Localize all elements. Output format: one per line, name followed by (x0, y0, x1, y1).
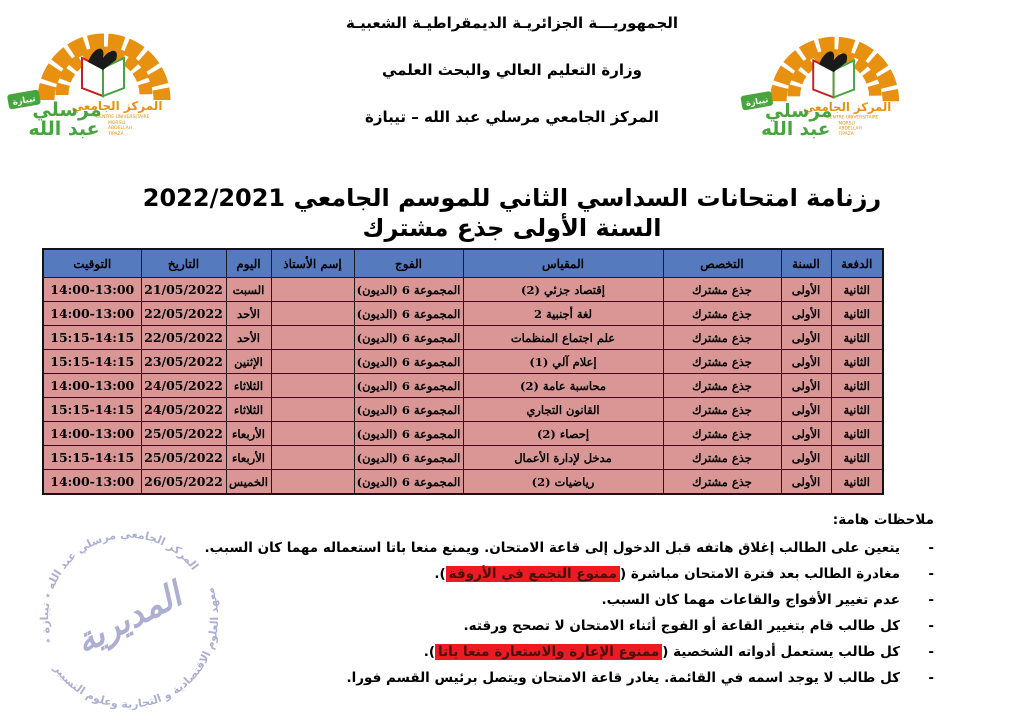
column-header-6: اليوم (226, 249, 271, 278)
cell-r4-c0: الثانية (831, 374, 883, 398)
cell-r7-c0: الثانية (831, 446, 883, 470)
time-value: 14:00-13:00 (50, 474, 135, 489)
cell-r6-c7 (141, 422, 226, 446)
note-text: يتعين على الطالب إغلاق هاتفه قبل الدخول إلى قاعة الامتحان. ويمنع منعا باتا استعماله مهما كان السبب. (204, 540, 900, 556)
note-dash: - (928, 540, 934, 556)
cell-r3-c5 (271, 350, 354, 374)
republic-line: الجمهوريـــة الجزائريـة الديمقراطيـة الشعبيـة (345, 14, 679, 32)
cell-r5-c2: جذع مشترك (663, 398, 781, 422)
cell-r7-c7 (141, 446, 226, 470)
title-line1: رزنامة امتحانات السداسي الثاني للموسم الجامعي 2022/2021 (142, 184, 882, 212)
cell-r6-c8 (43, 422, 141, 446)
cell-r1-c3: لغة أجنبية 2 (463, 302, 663, 326)
cell-r1-c7 (141, 302, 226, 326)
cell-r4-c2: جذع مشترك (663, 374, 781, 398)
table-row (43, 350, 883, 374)
note-dash: - (928, 566, 934, 582)
note-dash: - (928, 670, 934, 686)
cell-r6-c2: جذع مشترك (663, 422, 781, 446)
cell-r5-c5 (271, 398, 354, 422)
cell-r8-c5 (271, 470, 354, 495)
note-text: كل طالب لا يوجد اسمه في القائمة. يغادر قاعة الامتحان ويتصل برئيس القسم فورا. (346, 670, 900, 686)
cell-r5-c7 (141, 398, 226, 422)
cell-r3-c4: المجموعة 6 (الديون) (354, 350, 463, 374)
cell-r1-c5 (271, 302, 354, 326)
cell-r6-c4: المجموعة 6 (الديون) (354, 422, 463, 446)
cell-r2-c7 (141, 326, 226, 350)
time-value: 15:15-14:15 (50, 330, 135, 345)
cell-r5-c1: الأولى (781, 398, 831, 422)
note-item-1 (84, 566, 934, 582)
column-header-5: إسم الأستاذ (271, 249, 354, 278)
time-value: 14:00-13:00 (50, 306, 135, 321)
cell-r4-c6: الثلاثاء (226, 374, 271, 398)
cell-r4-c1: الأولى (781, 374, 831, 398)
cell-r7-c4: المجموعة 6 (الديون) (354, 446, 463, 470)
time-value: 14:00-13:00 (50, 378, 135, 393)
note-highlight: ممنوع الإعارة والاستعارة منعا باتا (435, 644, 662, 660)
cell-r6-c3: إحصاء (2) (463, 422, 663, 446)
cell-r0-c0: الثانية (831, 278, 883, 302)
time-value: 14:00-13:00 (50, 426, 135, 441)
cell-r0-c3: إقتصاد جزئي (2) (463, 278, 663, 302)
cell-r8-c3: رياضيات (2) (463, 470, 663, 495)
notes-section (84, 512, 934, 696)
cell-r0-c8 (43, 278, 141, 302)
cell-r4-c8 (43, 374, 141, 398)
column-header-3: المقياس (463, 249, 663, 278)
cell-r4-c7 (141, 374, 226, 398)
table-row (43, 398, 883, 422)
cell-r1-c4: المجموعة 6 (الديون) (354, 302, 463, 326)
cell-r5-c6: الثلاثاء (226, 398, 271, 422)
cell-r2-c1: الأولى (781, 326, 831, 350)
date-value: 21/05/2022 (144, 282, 223, 297)
column-header-7: التاريخ (141, 249, 226, 278)
table-row (43, 374, 883, 398)
note-item-2 (84, 592, 934, 608)
time-value: 15:15-14:15 (50, 402, 135, 417)
note-item-3 (84, 618, 934, 634)
cell-r2-c6: الأحد (226, 326, 271, 350)
table-row (43, 278, 883, 302)
cell-r3-c7 (141, 350, 226, 374)
cell-r0-c4: المجموعة 6 (الديون) (354, 278, 463, 302)
table-row (43, 422, 883, 446)
column-header-2: التخصص (663, 249, 781, 278)
stamp-ring-top: المركز الجامعي مرسلي عبد الله ٭ تيبازة ٭ (38, 527, 201, 646)
cell-r3-c2: جذع مشترك (663, 350, 781, 374)
notes-list (84, 540, 934, 686)
column-header-4: الفوج (354, 249, 463, 278)
cell-r1-c6: الأحد (226, 302, 271, 326)
date-value: 25/05/2022 (144, 426, 223, 441)
cell-r7-c1: الأولى (781, 446, 831, 470)
cell-r6-c5 (271, 422, 354, 446)
cell-r0-c7 (141, 278, 226, 302)
cell-r8-c1: الأولى (781, 470, 831, 495)
exam-table-body (43, 278, 883, 495)
cell-r3-c0: الثانية (831, 350, 883, 374)
column-header-1: السنة (781, 249, 831, 278)
cell-r8-c2: جذع مشترك (663, 470, 781, 495)
notes-heading: ملاحظات هامة: (832, 512, 934, 528)
note-dash: - (928, 618, 934, 634)
cell-r2-c0: الثانية (831, 326, 883, 350)
note-highlight: ممنوع التجمع في الأروقة (446, 566, 620, 582)
table-row (43, 326, 883, 350)
note-dash: - (928, 592, 934, 608)
cell-r1-c1: الأولى (781, 302, 831, 326)
note-item-4 (84, 644, 934, 660)
note-text: مغادرة الطالب بعد فترة الامتحان مباشرة (ممنوع التجمع في الأروقة). (434, 566, 900, 582)
document-title (0, 183, 1024, 243)
cell-r5-c4: المجموعة 6 (الديون) (354, 398, 463, 422)
cell-r3-c6: الإثنين (226, 350, 271, 374)
table-row (43, 470, 883, 495)
date-value: 26/05/2022 (144, 474, 223, 489)
exam-table (42, 248, 884, 495)
cell-r7-c8 (43, 446, 141, 470)
cell-r1-c8 (43, 302, 141, 326)
cell-r7-c5 (271, 446, 354, 470)
cell-r5-c8 (43, 398, 141, 422)
cell-r8-c4: المجموعة 6 (الديون) (354, 470, 463, 495)
cell-r6-c1: الأولى (781, 422, 831, 446)
cell-r7-c2: جذع مشترك (663, 446, 781, 470)
cell-r2-c5 (271, 326, 354, 350)
note-text: كل طالب قام بتغيير القاعة أو الفوج أثناء الامتحان لا تصحح ورقته. (463, 618, 900, 634)
stamp-center-signature: المديرية (69, 575, 189, 663)
note-item-5 (84, 670, 934, 686)
cell-r8-c8 (43, 470, 141, 495)
cell-r6-c6: الأربعاء (226, 422, 271, 446)
cell-r3-c8 (43, 350, 141, 374)
column-header-0: الدفعة (831, 249, 883, 278)
date-value: 23/05/2022 (144, 354, 223, 369)
time-value: 14:00-13:00 (50, 282, 135, 297)
cell-r5-c0: الثانية (831, 398, 883, 422)
cell-r4-c3: محاسبة عامة (2) (463, 374, 663, 398)
cell-r1-c2: جذع مشترك (663, 302, 781, 326)
cell-r2-c3: علم اجتماع المنظمات (463, 326, 663, 350)
note-text: كل طالب يستعمل أدواته الشخصية (ممنوع الإعارة والاستعارة منعا باتا). (423, 644, 900, 660)
cell-r2-c2: جذع مشترك (663, 326, 781, 350)
cell-r8-c7 (141, 470, 226, 495)
cell-r5-c3: القانون التجاري (463, 398, 663, 422)
table-row (43, 302, 883, 326)
date-value: 25/05/2022 (144, 450, 223, 465)
date-value: 22/05/2022 (144, 330, 223, 345)
cell-r8-c6: الخميس (226, 470, 271, 495)
cell-r4-c4: المجموعة 6 (الديون) (354, 374, 463, 398)
time-value: 15:15-14:15 (50, 354, 135, 369)
column-header-8: التوقيت (43, 249, 141, 278)
time-value: 15:15-14:15 (50, 450, 135, 465)
university-line: المركز الجامعي مرسلي عبد الله – تيبازة (365, 108, 659, 126)
cell-r7-c6: الأربعاء (226, 446, 271, 470)
stamp-ring-bottom: معهد العلوم الاقتصادية و التجارية وعلوم التسيير (51, 585, 222, 711)
cell-r8-c0: الثانية (831, 470, 883, 495)
cell-r7-c3: مدخل لإدارة الأعمال (463, 446, 663, 470)
cell-r3-c3: إعلام آلي (1) (463, 350, 663, 374)
date-value: 24/05/2022 (144, 402, 223, 417)
cell-r0-c5 (271, 278, 354, 302)
note-text: عدم تغيير الأفواج والقاعات مهما كان السبب. (601, 592, 900, 608)
government-header (0, 14, 1024, 155)
table-row (43, 446, 883, 470)
note-item-0 (84, 540, 934, 556)
cell-r2-c8 (43, 326, 141, 350)
cell-r0-c6: السبت (226, 278, 271, 302)
cell-r0-c1: الأولى (781, 278, 831, 302)
cell-r3-c1: الأولى (781, 350, 831, 374)
cell-r1-c0: الثانية (831, 302, 883, 326)
title-line2: السنة الأولى جذع مشترك (362, 214, 662, 242)
cell-r0-c2: جذع مشترك (663, 278, 781, 302)
ministry-line: وزارة التعليم العالي والبحث العلمي (381, 61, 643, 79)
date-value: 24/05/2022 (144, 378, 223, 393)
note-dash: - (928, 644, 934, 660)
cell-r4-c5 (271, 374, 354, 398)
exam-table-header-row (43, 249, 883, 278)
cell-r2-c4: المجموعة 6 (الديون) (354, 326, 463, 350)
date-value: 22/05/2022 (144, 306, 223, 321)
cell-r6-c0: الثانية (831, 422, 883, 446)
